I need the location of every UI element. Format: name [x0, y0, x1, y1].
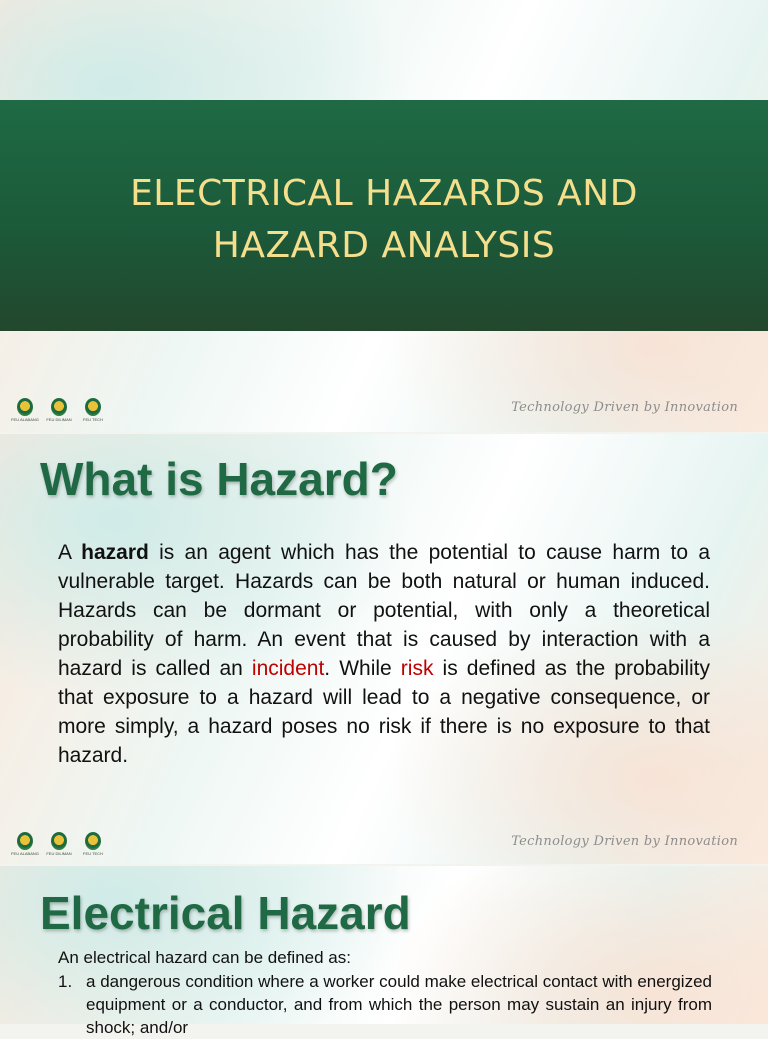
slide-title-text: ELECTRICAL HAZARDS AND HAZARD ANALYSIS: [130, 173, 638, 266]
slide-electrical-hazard: [0, 866, 768, 1037]
feu-alabang-logo: FEU ALABANG: [14, 398, 36, 422]
list-item: [58, 970, 712, 1039]
list-number: 1.: [58, 972, 73, 991]
slide-title: [0, 0, 768, 432]
intro-text: An electrical hazard can be defined as:: [58, 948, 351, 967]
hazard-definition-paragraph: A hazard is an agent which has the potential to cause harm to a vulnerable target. Hazards can be both natural or human induced. Hazards can be dormant or potential, with only a theoretical probability of harm. An event that is caused by interaction with a hazard is called an incident. While risk is defined as the probability that exposure to a hazard will lead to a negative consequence, or more simply, a hazard poses no risk if there is no exposure to that hazard.: [58, 541, 710, 767]
tagline: Technology Driven by Innovation: [511, 834, 738, 849]
feu-logos: [11, 398, 104, 422]
tagline: Technology Driven by Innovation: [511, 400, 738, 415]
incident-term: incident: [251, 657, 325, 680]
slide-heading: Electrical Hazard: [40, 887, 411, 939]
feu-diliman-logo: FEU DILIMAN: [48, 398, 70, 422]
feu-diliman-logo: FEU DILIMAN: [48, 832, 70, 856]
list-text: a dangerous condition where a worker could make electrical contact with energized equipment or a conductor, and from which the person may sustain an injury from shock; and/or: [86, 972, 712, 1037]
risk-term: risk: [400, 657, 434, 680]
feu-tech-logo: FEU TECH: [82, 398, 104, 422]
feu-alabang-logo: FEU ALABANG: [14, 832, 36, 856]
slide-heading: What is Hazard?: [40, 453, 398, 505]
feu-tech-logo: FEU TECH: [82, 832, 104, 856]
feu-logos: [11, 832, 104, 856]
slide-what-is-hazard: [0, 434, 768, 864]
